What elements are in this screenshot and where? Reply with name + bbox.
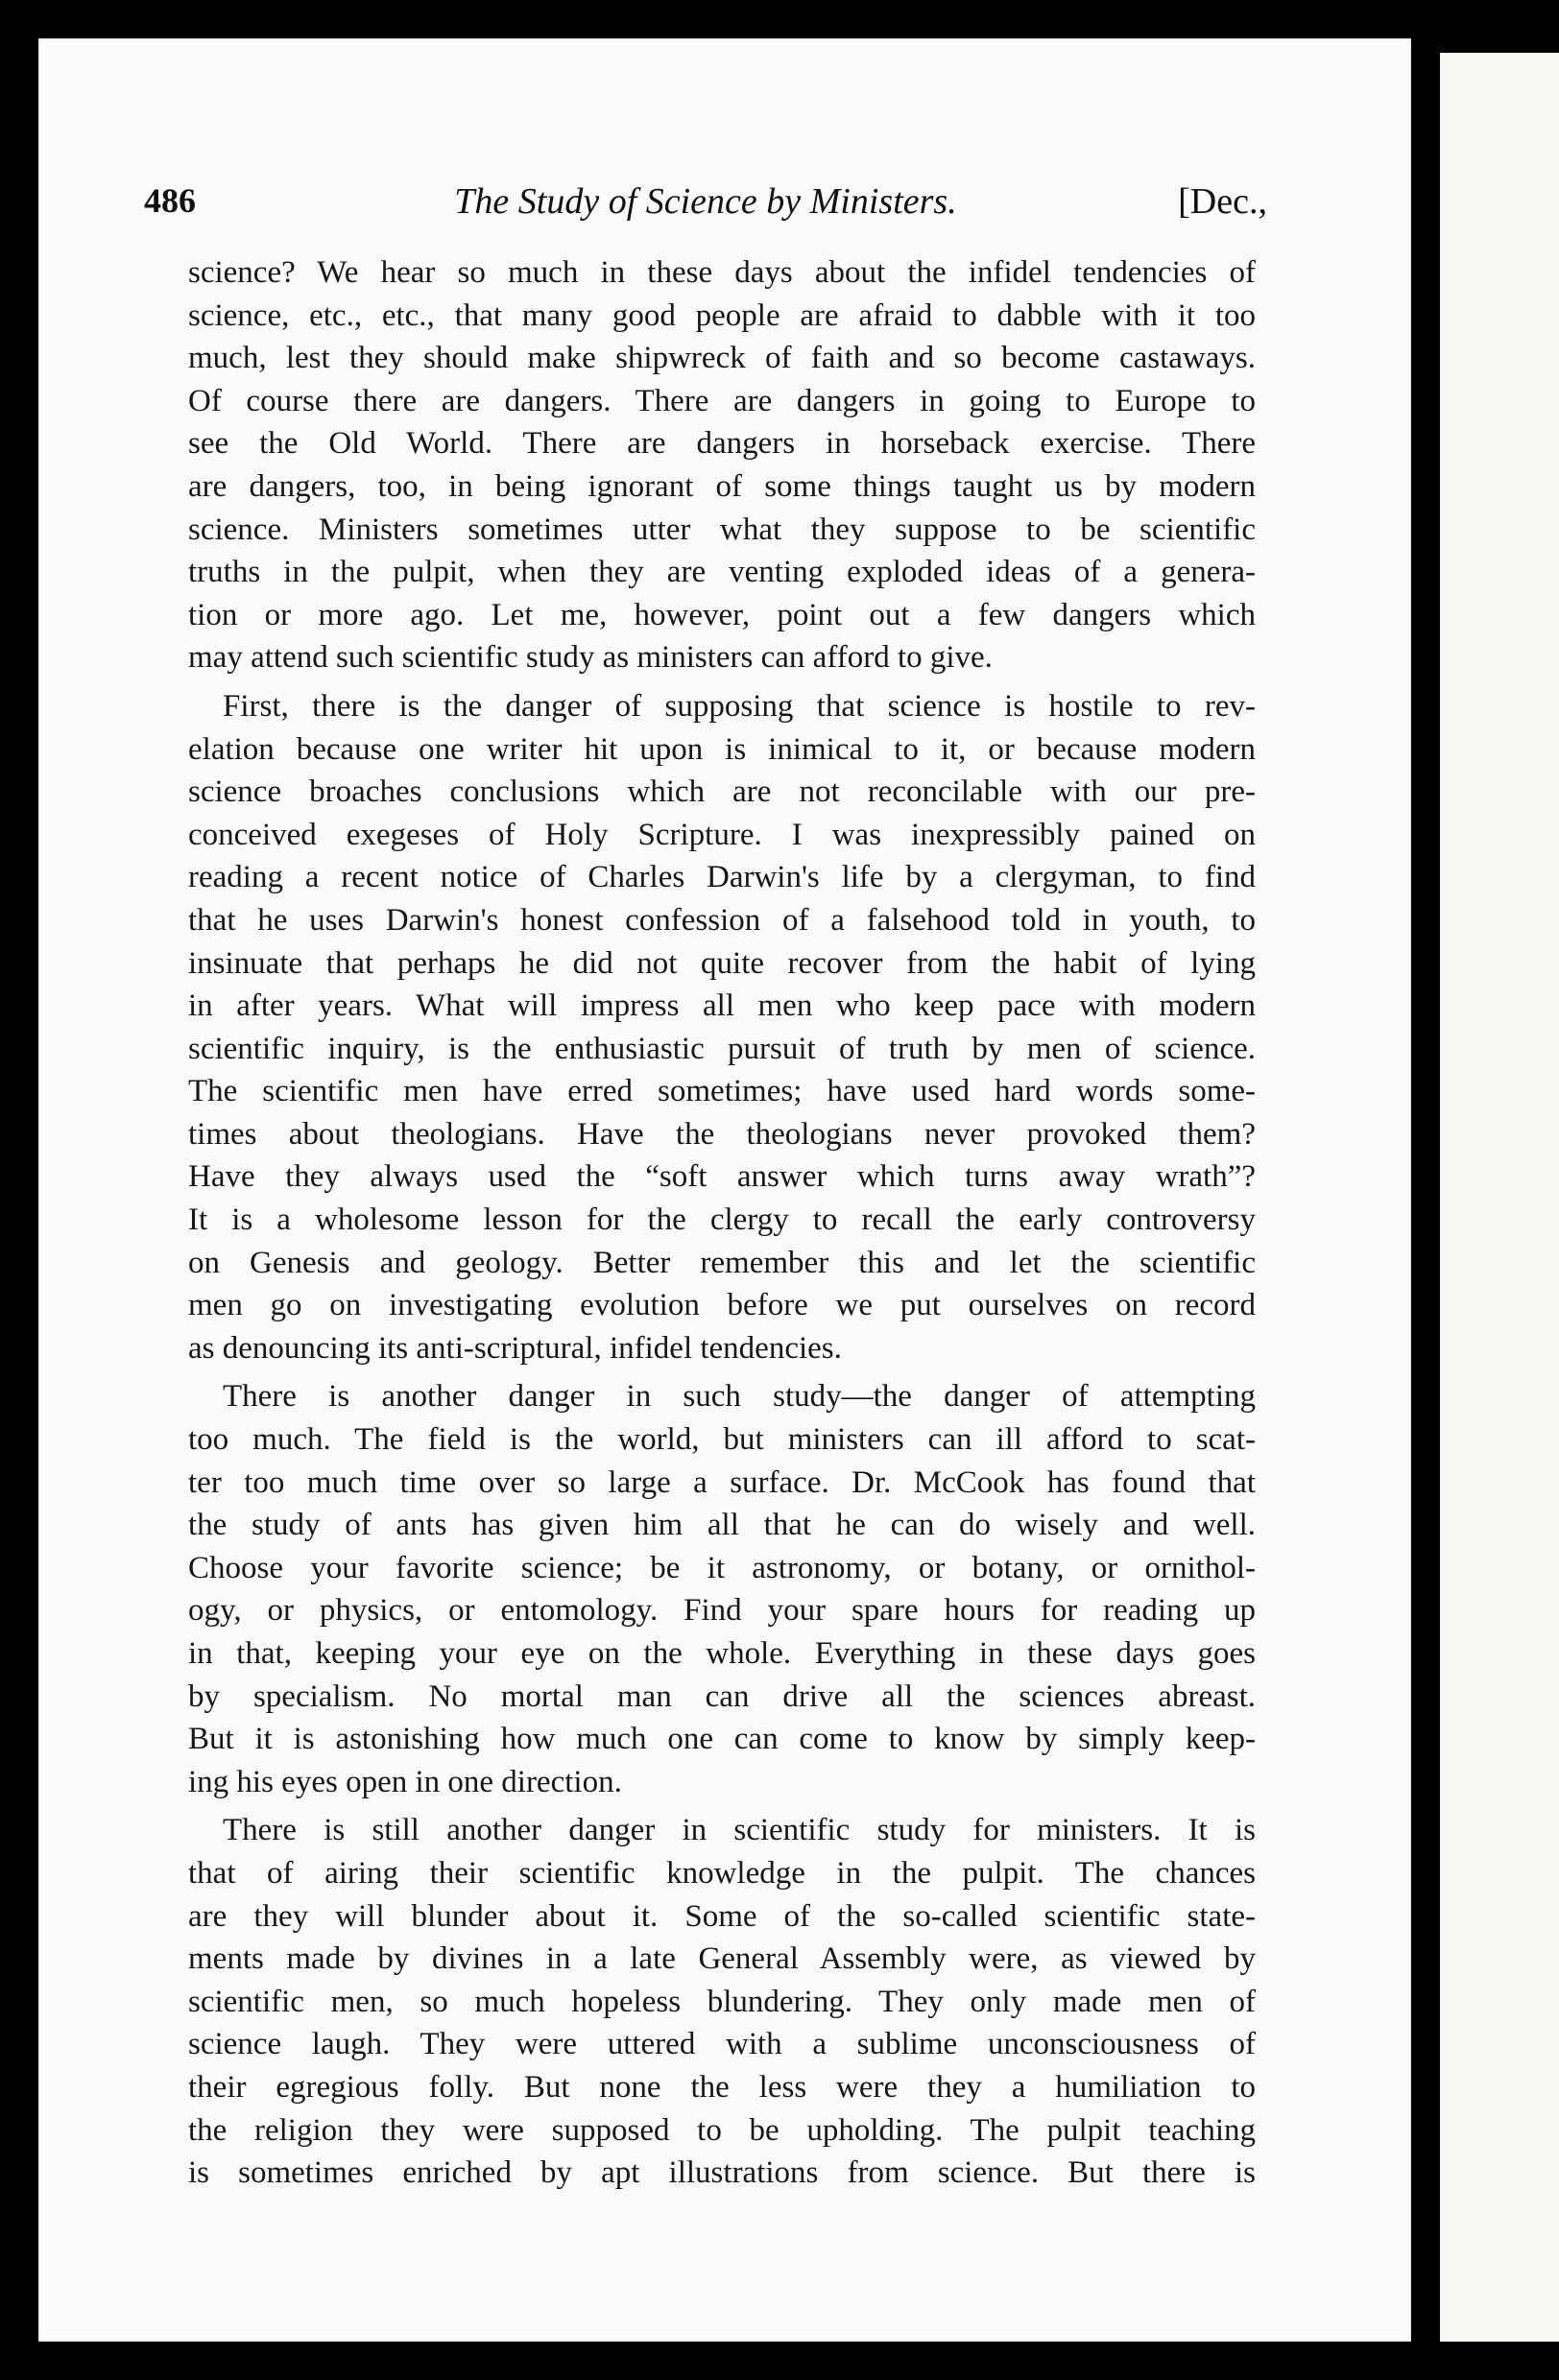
text-line: much, lest they should make shipwreck of faith and so become castaways. <box>188 341 1256 376</box>
text-line: It is a wholesome lesson for the clergy to recall the early controversy <box>188 1202 1256 1238</box>
text-line: the study of ants has given him all that he can do wisely and well. <box>188 1508 1256 1543</box>
text-line: are they will blunder about it. Some of the so-called scientific state- <box>188 1898 1256 1934</box>
paragraph <box>188 1809 1256 2194</box>
text-line: times about theologians. Have the theologians never provoked them? <box>188 1116 1256 1152</box>
text-line: by specialism. No mortal man can drive all the sciences abreast. <box>188 1678 1256 1714</box>
text-line: tion or more ago. Let me, however, point out a few dangers which <box>188 597 1256 632</box>
text-line: as denouncing its anti-scriptural, infidel tendencies. <box>188 1330 842 1366</box>
text-line: is sometimes enriched by apt illustrations from science. But there is <box>188 2155 1256 2191</box>
paragraph <box>188 251 1256 679</box>
text-line: that he uses Darwin's honest confession of a falsehood told in youth, to <box>188 902 1256 938</box>
text-line: reading a recent notice of Charles Darwin's life by a clergyman, to find <box>188 860 1256 895</box>
text-line: elation because one writer hit upon is inimical to it, or because modern <box>188 731 1256 767</box>
text-line: Have they always used the “soft answer which turns away wrath”? <box>188 1159 1256 1195</box>
text-line: ogy, or physics, or entomology. Find your spare hours for reading up <box>188 1593 1256 1629</box>
text-line: the religion they were supposed to be upholding. The pulpit teaching <box>188 2112 1256 2148</box>
text-line: that of airing their scientific knowledge in the pulpit. The chances <box>188 1855 1256 1891</box>
running-title: The Study of Science by Ministers. <box>454 181 957 222</box>
section-mark: [Dec., <box>1178 181 1267 222</box>
text-line: conceived exegeses of Holy Scripture. I was inexpressibly pained on <box>188 817 1256 852</box>
text-line: science, etc., etc., that many good people are afraid to dabble with it too <box>188 298 1256 333</box>
text-line: Choose your favorite science; be it astronomy, or botany, or ornithol- <box>188 1550 1256 1585</box>
adjacent-page-edge <box>1440 53 1559 2342</box>
text-line: But it is astonishing how much one can come to know by simply keep- <box>188 1722 1256 1757</box>
text-line: ments made by divines in a late General Assembly were, as viewed by <box>188 1941 1256 1977</box>
paragraph <box>188 685 1256 1370</box>
text-line: scientific inquiry, is the enthusiastic pursuit of truth by men of science. <box>188 1031 1256 1066</box>
text-line: The scientific men have erred sometimes; have used hard words some- <box>188 1074 1256 1109</box>
text-line: science? We hear so much in these days about the infidel tendencies of <box>188 255 1256 290</box>
page-number: 486 <box>144 181 196 220</box>
text-line: truths in the pulpit, when they are venting exploded ideas of a genera- <box>188 555 1256 590</box>
text-line: ter too much time over so large a surface. Dr. McCook has found that <box>188 1464 1256 1500</box>
text-line: men go on investigating evolution before we put ourselves on record <box>188 1288 1256 1323</box>
text-line: scientific men, so much hopeless blundering. They only made men of <box>188 1984 1256 2019</box>
text-line: Of course there are dangers. There are dangers in going to Europe to <box>188 383 1256 418</box>
text-line: their egregious folly. But none the less were they a humiliation to <box>188 2069 1256 2105</box>
running-header <box>144 180 1267 228</box>
text-line: in after years. What will impress all men who keep pace with modern <box>188 988 1256 1024</box>
text-line: see the Old World. There are dangers in horseback exercise. There <box>188 426 1256 462</box>
text-line: may attend such scientific study as ministers can afford to give. <box>188 640 993 676</box>
text-line: There is still another danger in scientific study for ministers. It is <box>223 1813 1256 1848</box>
text-line: insinuate that perhaps he did not quite recover from the habit of lying <box>188 945 1256 981</box>
text-line: in that, keeping your eye on the whole. Everything in these days goes <box>188 1636 1256 1671</box>
text-line: science laugh. They were uttered with a sublime unconsciousness of <box>188 2027 1256 2062</box>
paragraph <box>188 1375 1256 1803</box>
text-line: There is another danger in such study—the danger of attempting <box>223 1379 1256 1415</box>
text-line: on Genesis and geology. Better remember this and let the scientific <box>188 1245 1256 1280</box>
text-line: ing his eyes open in one direction. <box>188 1764 622 1799</box>
body-text <box>188 251 1256 2195</box>
text-line: science. Ministers sometimes utter what they suppose to be scientific <box>188 512 1256 547</box>
text-line: First, there is the danger of supposing that science is hostile to rev- <box>223 688 1256 724</box>
text-line: too much. The field is the world, but ministers can ill afford to scat- <box>188 1422 1256 1458</box>
text-line: science broaches conclusions which are not reconcilable with our pre- <box>188 774 1256 810</box>
text-line: are dangers, too, in being ignorant of some things taught us by modern <box>188 468 1256 504</box>
